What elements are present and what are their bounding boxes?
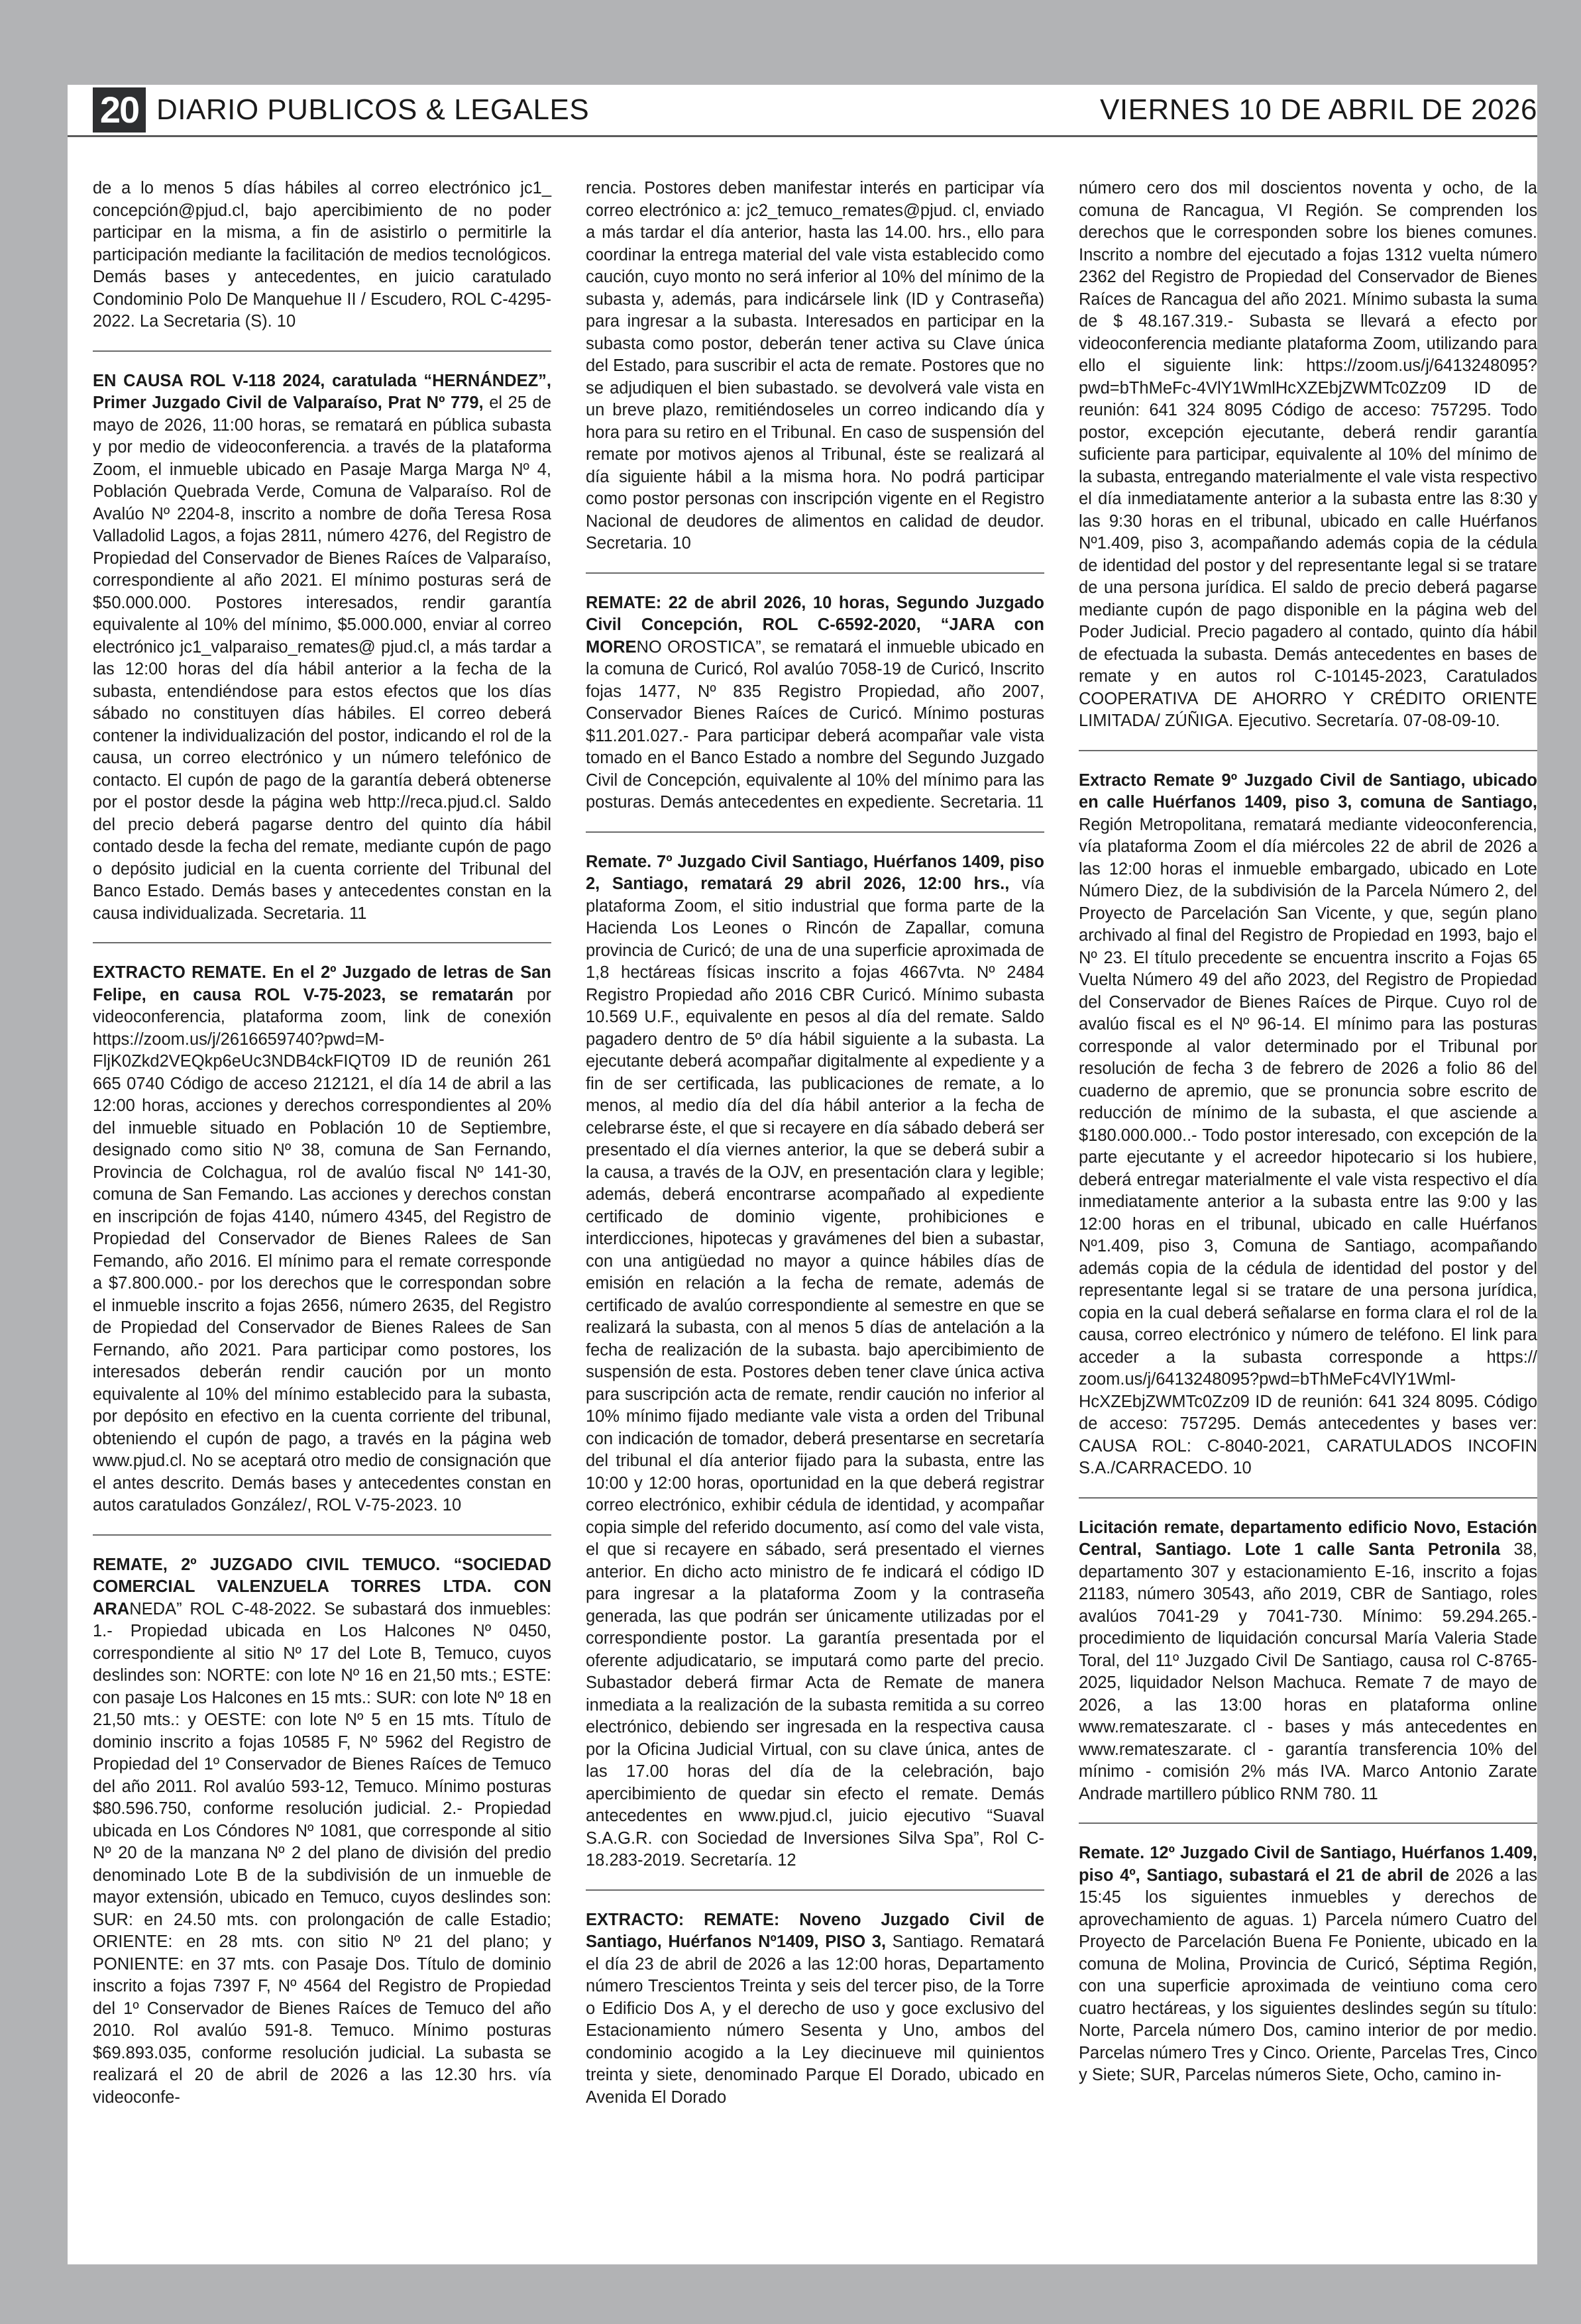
legal-notice [586, 851, 1044, 1872]
notice-body: el 25 de mayo de 2026, 11:00 horas, se rematará en pública subasta y por medio de videoconferencia. a través de la plataforma Zoom, el inmueble ubicado en Pasaje Marga Marga Nº 4, Población Quebrada Verde, Comuna de Valparaíso. Rol de Avalúo Nº 2204-8, inscrito a nombre de doña Teresa Rosa Valladolid Lagos, a fojas 2811, número 4276, del Registro de Propiedad del Conservador de Bienes Raíces de Valparaíso, correspondiente al año 2021. El mínimo posturas será de $50.000.000. Postores interesados, rendir garantía equivalente al 10% del mínimo, $5.000.000, enviar al correo electrónico jc1_valparaiso_remates@ pjud.cl, a más tardar a las 12:00 horas del día hábil anterior a la fecha de la subasta, entendiéndose para estos efectos que los días sábado no constituyen días hábiles. El correo deberá contener la individualización del postor, indicando el rol de la causa, un correo electrónico y un número telefónico de contacto. El cupón de pago de la garantía deberá obtenerse por el postor desde la página web http://reca.pjud.cl. Saldo del precio deberá pagarse dentro del quinto día hábil contado desde la fecha del remate, mediante cupón de pago o depósito judicial en la cuenta corriente del Tribunal del Banco Estado. Demás bases y antecedentes constan en la causa individualizada. Secretaria. 11 [93, 394, 551, 923]
column-1 [93, 178, 551, 2109]
notice-separator [586, 831, 1044, 833]
notice-lead: Licitación remate, departamento edificio Novo, Estación Central, Santiago. Lote 1 calle Santa Petronila [1079, 1518, 1537, 1559]
notice-body: Santiago. Rematará el día 23 de abril de 2026 a las 12:00 horas, Departamento número Trescientos Treinta y seis del tercer piso, de la Torre o Edificio Dos A, y el derecho de uso y goce exclusivo del Estacionamiento número Sesenta y Uno, ambos del condominio acogido a la Ley diecinueve mil quinientos treinta y siete, denominado Parque El Dorado, ubicado en Avenida El Dorado [586, 1932, 1044, 2107]
notice-lead: REMATE, 2º JUZGADO CIVIL TEMUCO. “SOCIEDAD COMERCIAL VALENZUELA TORRES LTDA. CON ARA [93, 1555, 551, 1618]
notice-lead: EN CAUSA ROL V-118 2024, caratulada “HERNÁNDEZ”, Primer Juzgado Civil de Valparaíso, Prat Nº 779, [93, 371, 551, 412]
notice-body: NEDA” ROL C-48-2022. Se subastará dos inmuebles: 1.- Propiedad ubicada en Los Halcones Nº 0450, correspondiente al sitio Nº 17 del Lote B, Temuco, cuyos deslindes son: NORTE: con lote Nº 16 en 21,50 mts.; ESTE: con pasaje Los Halcones en 15 mts.: SUR: con lote Nº 18 en 21,50 mts.: y OESTE: con lote Nº 5 en 15 mts. Título de dominio inscrito a fojas 10585 F, Nº 5962 del Registro de Propiedad del 1º Conservador de Bienes Raíces de Temuco del año 2011. Rol avalúo 593-12, Temuco. Mínimo posturas $80.596.750, conforme resolución judicial. 2.- Propiedad ubicada en Los Cóndores Nº 1081, que corresponde al sitio Nº 20 de la manzana Nº 2 del plano de división del predio denominado Lote B de la subdivisión de un inmueble de mayor extensión, ubicado en Temuco, cuyos deslindes son: SUR: en 24.50 mts. con prolongación de calle Estadio; ORIENTE: en 28 mts. con sitio Nº 21 del plano; y PONIENTE: en 37 mts. con Pasaje Dos. Título de dominio inscrito a fojas 7397 F, Nº 4564 del Registro de Propiedad del 1º Conservador de Bienes Raíces de Temuco del año 2010. Rol avalúo 591-8. Temuco. Mínimo posturas $69.893.035, conforme resolución judicial. La subasta se realizará el 20 de abril de 2026 a las 12.30 hrs. vía videoconfe- [93, 1599, 551, 2107]
notice-lead: Extracto Remate 9º Juzgado Civil de Santiago, ubicado en calle Huérfanos 1409, piso 3, comuna de Santiago, [1079, 770, 1537, 812]
publication-name: DIARIO PUBLICOS & LEGALES [156, 93, 590, 126]
legal-notice [93, 962, 551, 1517]
legal-notice [586, 1909, 1044, 2109]
legal-notice [1079, 770, 1537, 1480]
column-2 [586, 178, 1044, 2109]
legal-notice [93, 1554, 551, 2109]
legal-notice [1079, 1517, 1537, 1806]
legal-notice [1079, 1842, 1537, 2087]
notice-body: NO OROSTICA”, se rematará el inmueble ubicado en la comuna de Curicó, Rol avalúo 7058-19 de Curicó, Inscrito fojas 1477, Nº 835 Registro Propiedad, año 2007, Conservador Bienes Raíces de Curicó. Mínimo posturas $11.201.027.- Para participar deberá acompañar vale vista tomado en el Banco Estado a nombre del Segundo Juzgado Civil de Concepción, equivalente al 10% del mínimo para las posturas. Demás antecedentes en expediente. Secretaria. 11 [586, 637, 1044, 812]
column-3 [1079, 178, 1537, 2109]
notice-body: 38, departamento 307 y estacionamiento E-16, inscrito a fojas 21183, número 30543, año 2019, CBR de Santiago, roles avalúos 7041-29 y 7041-730. Mínimo: 59.294.265.- procedimiento de liquidación concursal María Valeria Stade Toral, del 11º Juzgado Civil De Santiago, causa rol C-8765-2025, liquidador Nelson Machuca. Remate 7 de mayo de 2026, a las 13:00 horas en plataforma online www.remateszarate. cl - bases y más antecedentes en www.remateszarate. cl - garantía transferencia 10% del mínimo - comisión 2% más IVA. Marco Antonio Zarate Andrade martillero público RNM 780. 11 [1079, 1540, 1537, 1803]
notice-separator [1079, 1497, 1537, 1499]
notice-body: vía plataforma Zoom, el sitio industrial que forma parte de la Hacienda Los Leones o Rincón de Zapallar, comuna provincia de Curicó; de una de una superficie aproximada de 1,8 hectáreas físicas inscrito a fojas 4667vta. Nº 2484 Registro Propiedad año 2016 CBR Curicó. Mínimo subasta 10.569 U.F., equivalente en pesos al día del remate. Saldo pagadero dentro de 5º día hábil siguiente a la subasta. La ejecutante deberá acompañar digitalmente al expediente y a fin de ser certificada, las publicaciones de remate, a lo menos, al medio día del día hábil anterior a la fecha de celebrarse éste, el que si recayere en día sábado deberá ser presentado el día viernes anterior, la que se deberá subir a la causa, a través de la OJV, en presentación clara y legible; además, deberá encontrarse acompañado al expediente certificado de dominio vigente, prohibiciones e interdicciones, hipotecas y gravámenes del bien a subastar, con una antigüedad no mayor a quince hábiles días de emisión en relación a la fecha de remate, además de certificado de avalúo correspondiente al semestre en que se realizará la subasta, con al menos 5 días de antelación a la fecha de realización de la subasta. bajo apercibimiento de suspensión de esta. Postores deben tener clave única activa para suscripción acta de remate, rendir caución no inferior al 10% mínimo fijado mediante vale vista a orden del Tribunal con indicación de tomador, deberá presentarse en secretaría del tribunal el día anterior fijado para la subasta, entre las 10:00 y 12:00 horas, oportunidad en la que deberá registrar correo electrónico, exhibir cédula de identidad, y acompañar copia simple del referido documento, así como del vale vista, el que si recayere en sábado, será presentado el viernes anterior. En dicho acto ministro de fe indicará el código ID para ingresar a la plataforma Zoom y la contraseña generada, las que podrán ser únicamente utilizadas por el correspondiente postor. La garantía presentada por el oferente adjudicatario, se imputará como parte del precio. Subastador deberá firmar Acta de Remate de manera inmediata a la realización de la subasta remitida a su correo electrónico, debiendo ser ingresada en la respectiva causa por la Oficina Judicial Virtual, con su clave única, antes de las 17.00 horas del día de la celebración, bajo apercibimiento de quedar sin efecto el remate. Demás antecedentes en www.pjud.cl, juicio ejecutivo “Suaval S.A.G.R. con Sociedad de Inversiones Silva Spa”, Rol C-18.283-2019. Secretaría. 12 [586, 874, 1044, 1870]
notice-separator [586, 1889, 1044, 1891]
notice-separator [93, 942, 551, 943]
notice-body: rencia. Postores deben manifestar interés en participar vía correo electrónico a: jc2_temuco_remates@pjud. cl, enviado a más tardar el día anterior, hasta las 14.00. hrs., ello para coordinar la entrega material del vale vista establecido como caución, cuyo monto no será inferior al 10% del mínimo de la subasta y, además, para indicársele link (ID y Contraseña) para ingresar a la subasta. Interesados en participar en la subasta como postor, deberán tener activa su Clave única del Estado, para suscribir el acta de remate. Postores que no se adjudiquen el bien subastado. se devolverá vale vista en un breve plazo, remitiéndoseles un correo indicando día y hora para su retiro en el Tribunal. En caso de suspensión del remate por motivos ajenos al Tribunal, éste se realizará al día siguiente hábil a la misma hora. No podrá participar como postor personas con inscripción vigente en el Registro Nacional de deudores de alimentos en calidad de deudor. Secretaria. 10 [586, 179, 1044, 553]
notice-separator [93, 350, 551, 352]
notice-separator [586, 572, 1044, 574]
legal-notice [586, 178, 1044, 555]
header-rule [68, 135, 1537, 137]
legal-notice [1079, 178, 1537, 733]
publication-date: VIERNES 10 DE ABRIL DE 2026 [1100, 93, 1537, 126]
notice-lead: EXTRACTO: REMATE: Noveno Juzgado Civil de Santiago, Huérfanos Nº1409, PISO 3, [586, 1910, 1044, 1951]
page-header [93, 85, 1537, 135]
notice-lead: Remate. 12º Juzgado Civil de Santiago, Huérfanos 1.409, piso 4º, Santiago, subastará el 21 de abril de [1079, 1844, 1537, 1885]
notice-separator [1079, 1822, 1537, 1824]
notice-body: número cero dos mil doscientos noventa y ocho, de la comuna de Rancagua, VI Región. Se comprenden los derechos que le corresponden sobre los bienes comunes. Inscrito a nombre del ejecutado a fojas 1312 vuelta número 2362 del Registro de Propiedad del Conservador de Bienes Raíces de Rancagua del año 2021. Mínimo subasta la suma de $ 48.167.319.- Subasta se llevará a efecto por videoconferencia mediante plataforma Zoom, utilizando para ello el siguiente link: https://zoom.us/j/6413248095?pwd=bThMeFc-4VlY1WmlHcXZEbjZWMTc0Zz09 ID de reunión: 641 324 8095 Código de acceso: 757295. Todo postor, excepción ejecutante, deberá rendir garantía suficiente para participar, equivalente al 10% del mínimo de la subasta, entregando materialmente el vale vista respectivo el día inmediatamente anterior a la subasta entre las 8:30 y las 9:30 horas en el tribunal, ubicado en calle Huérfanos Nº1.409, piso 3, acompañando además copia de la cédula de identidad del postor y del representante legal si se tratare de una persona jurídica. El saldo de precio deberá pagarse mediante cupón de pago disponible en la página web del Poder Judicial. Precio pagadero al contado, quinto día hábil de efectuada la subasta. Demás antecedentes en bases de remate y en autos rol C-10145-2023, Caratulados COOPERATIVA DE AHORRO Y CRÉDITO ORIENTE LIMITADA/ ZÚÑIGA. Ejecutivo. Secretaría. 07-08-09-10. [1079, 179, 1537, 730]
legal-notice [93, 178, 551, 333]
notice-columns [93, 178, 1537, 2109]
notice-body: de a lo menos 5 días hábiles al correo electrónico jc1_ concepción@pjud.cl, bajo apercibimiento de no poder participar en la misma, a fin de asistirlo o permitirle la participación mediante la facilitación de medios tecnológicos. Demás bases y antecedentes, en juicio caratulado Condominio Polo De Manquehue II / Escudero, ROL C-4295-2022. La Secretaria (S). 10 [93, 179, 551, 331]
notice-lead: EXTRACTO REMATE. En el 2º Juzgado de letras de San Felipe, en causa ROL V-75-2023, se rematarán [93, 963, 551, 1004]
legal-notice [586, 592, 1044, 814]
notice-separator [1079, 750, 1537, 751]
notice-lead: Remate. 7º Juzgado Civil Santiago, Huérfanos 1409, piso 2, Santiago, rematará 29 abril 2026, 12:00 hrs., [586, 852, 1044, 893]
notice-body: Región Metropolitana, rematará mediante videoconferencia, vía plataforma Zoom el día miércoles 22 de abril de 2026 a las 12:00 horas el inmueble embargado, ubicado en Lote Número Diez, de la subdivisión de la Parcela Número 2, del Proyecto de Parcelación San Vicente, y que, según plano archivado al final del Registro de Propiedad en 1993, bajo el Nº 23. El título precedente se encuentra inscrito a Fojas 65 Vuelta Número 49 del año 2023, del Registro de Propiedad del Conservador de Bienes Raíces de Pirque. Cuyo rol de avalúo fiscal es el Nº 96-14. El mínimo para las posturas corresponde al valor determinado por el Tribunal por resolución de fecha 3 de febrero de 2026 a folio 86 del cuaderno de apremio, que se pronuncia sobre escrito de reducción de mínimo de la subasta, el que asciende a $180.000.000..- Todo postor interesado, con excepción de la parte ejecutante y el acreedor hipotecario si los hubiere, deberá entregar materialmente el vale vista respectivo el día inmediatamente anterior a la subasta entre las 9:00 y las 12:00 horas en el tribunal, ubicado en calle Huérfanos Nº1.409, piso 3, Comuna de Santiago, acompañando además copia de la cédula de identidad del postor y del representante legal si se tratare de una persona jurídica, copia en la cual deberá señalarse en forma clara el rol de la causa, correo electrónico y número de teléfono. El link para acceder a la subasta corresponde a https:// zoom.us/j/6413248095?pwd=bThMeFc4VlY1Wml-HcXZEbjZWMTc0Zz09 ID de reunión: 641 324 8095. Código de acceso: 757295. Demás antecedentes y bases ver: CAUSA ROL: C-8040-2021, CARATULADOS INCOFIN S.A./CARRACEDO. 10 [1079, 815, 1537, 1477]
page-number: 20 [93, 87, 146, 132]
notice-lead: REMATE: 22 de abril 2026, 10 horas, Segundo Juzgado Civil Concepción, ROL C-6592-2020, “JARA con MORE [586, 593, 1044, 657]
legal-notice [93, 370, 551, 925]
notice-body: por videoconferencia, plataforma zoom, link de conexión https://zoom.us/j/2616659740?pwd=M-FljK0Zkd2VEQkp6eUc3NDB4ckFIQT09 ID de reunión 261 665 0740 Código de acceso 212121, el día 14 de abril a las 12:00 horas, acciones y derechos correspondientes al 20% del inmueble situado en Población 10 de Septiembre, designado como sitio Nº 38, comuna de San Fernando, Provincia de Colchagua, rol de avalúo fiscal Nº 141-30, comuna de San Femando. Las acciones y derechos constan en inscripción de fojas 4140, número 4345, del Registro de Propiedad del Conservador de Bienes Ralees de San Femando, año 2016. El mínimo para el remate corresponde a $7.800.000.- por los derechos que le correspondan sobre el inmueble inscrito a fojas 2656, número 2635, del Registro de Propiedad del Conservador de Bienes Ralees de San Fernando, año 2021. Para participar como postores, los interesados deberán rendir caución por un monto equivalente al 10% del mínimo establecido para la subasta, por depósito en efectivo en la cuenta corriente del tribunal, obteniendo el cupón de pago, a través en la página web www.pjud.cl. No se aceptará otro medio de consignación que el antes descrito. Demás bases y antecedentes constan en autos caratulados González/, ROL V-75-2023. 10 [93, 985, 551, 1514]
notice-body: 2026 a las 15:45 los siguientes inmuebles y derechos de aprovechamiento de aguas. 1) Parcela número Cuatro del Proyecto de Parcelación Buena Fe Poniente, ubicado en la comuna de Molina, Provincia de Curicó, Séptima Región, con una superficie aproximada de veintiuno coma cero cuatro hectáreas, y los siguientes deslindes según su título: Norte, Parcela número Dos, camino interior de por medio. Parcelas número Tres y Cinco. Oriente, Parcelas Tres, Cinco y Siete; SUR, Parcelas números Siete, Ocho, camino in- [1079, 1866, 1537, 2084]
notice-separator [93, 1534, 551, 1536]
